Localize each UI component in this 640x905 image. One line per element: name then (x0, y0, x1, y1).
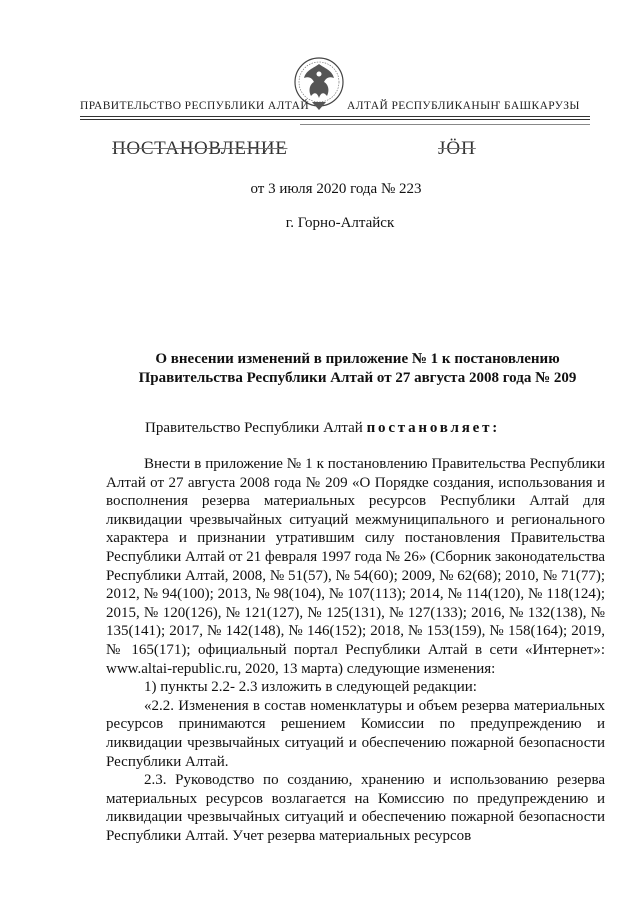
title-line: Правительства Республики Алтай от 27 августа 2008 года № 209 (138, 370, 577, 386)
body-paragraph: «2.2. Изменения в состав номенклатуры и объем резерва материальных ресурсов принимаются решением Комиссии по предупреждению и ликвидации чрезвычайных ситуаций и обеспечению пожарной безопасности Республики Алтай. (106, 697, 605, 770)
org-name-russian: ПРАВИТЕЛЬСТВО РЕСПУБЛИКИ АЛТАЙ (80, 100, 310, 112)
body-paragraph: 1) пункты 2.2- 2.3 изложить в следующей редакции: (144, 679, 477, 696)
resolution-intro (145, 420, 500, 437)
document-kind-altai: ЈÖП (438, 138, 476, 159)
resolution-subject: Правительство Республики Алтай (145, 420, 367, 436)
body-paragraph: Внести в приложение № 1 к постановлению Правительства Республики Алтай от 27 августа 2008 года № 209 «О Порядке создания, использования и восполнения резерва материальных ресурсов Республики Алтай для ликвидации чрезвычайных ситуаций межмуниципального и регионального характера и признании утратившим силу постановления Правительства Республики Алтай от 21 февраля 1997 года № 26» (Сборник законодательства Республики Алтай, 2008, № 51(57), № 54(60); 2009, № 62(68); 2010, № 71(77); 2012, № 94(100); 2013, № 98(104), № 107(113); 2014, № 114(120), № 118(124); 2015, № 120(126), № 121(127), № 125(131), № 127(133); 2016, № 132(138), № 135(141); 2017, № 142(148), № 146(152); 2018, № 153(159), № 158(164); 2019, № 165(171); официальный портал Республики Алтай в сети «Интернет»: www.altai-republic.ru, 2020, 13 марта) следующие изменения: (106, 456, 605, 677)
document-body (106, 455, 605, 845)
header-divider (80, 119, 590, 120)
title-line: О внесении изменений в приложение № 1 к постановлению (155, 351, 560, 367)
org-name-altai: АЛТАЙ РЕСПУБЛИКАНЫҤ БАШКАРУЗЫ (347, 100, 580, 112)
body-paragraph: 2.3. Руководство по созданию, хранению и использованию резерва материальных ресурсов возлагается на Комиссию по предупреждению и ликвидации чрезвычайных ситуаций и обеспечению пожарной безопасности Республики Алтай. Учет резерва материальных ресурсов (106, 772, 605, 844)
document-title (110, 350, 605, 388)
document-kind-russian: ПОСТАНОВЛЕНИЕ (112, 138, 288, 159)
resolution-verb: постановляет: (366, 420, 501, 436)
header-divider (80, 116, 590, 117)
document-date-number: от 3 июля 2020 года № 223 (250, 181, 422, 197)
header-divider (300, 124, 590, 125)
document-city: г. Горно-Алтайск (285, 215, 395, 231)
